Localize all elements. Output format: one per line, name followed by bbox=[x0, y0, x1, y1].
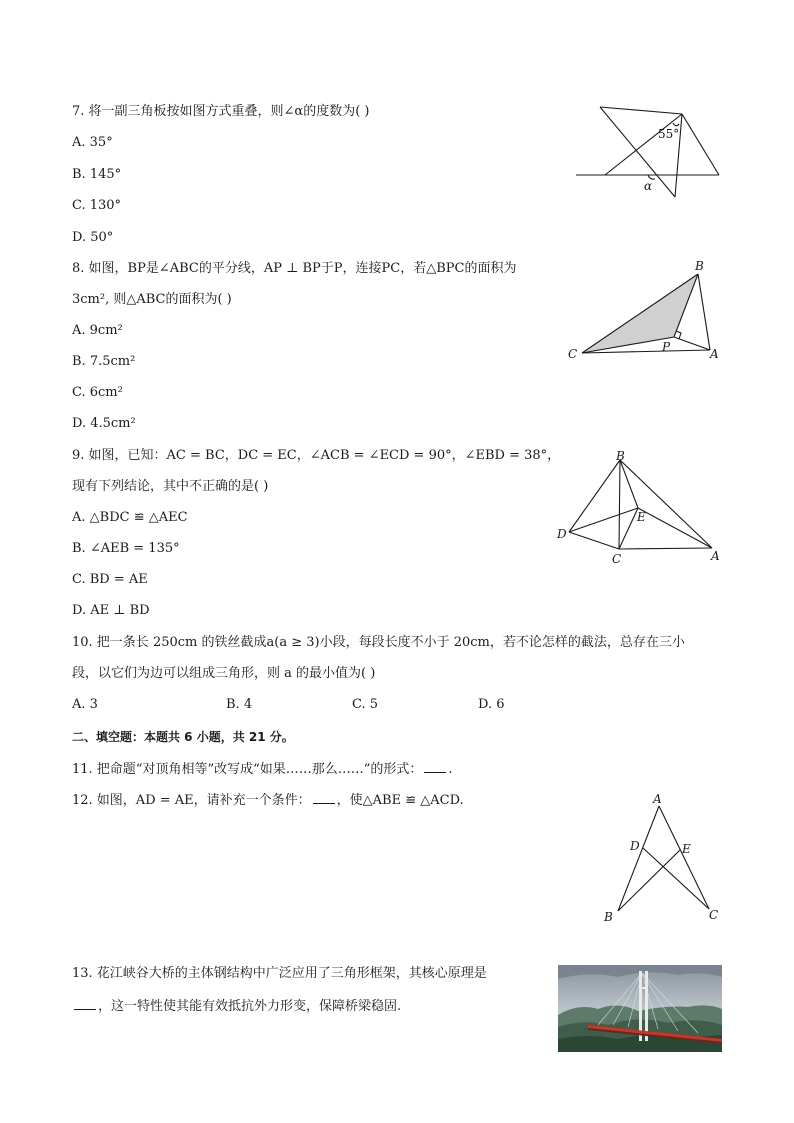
q9-option-b: B. ∠AEB = 135° bbox=[72, 541, 180, 556]
q11-stem-suffix: . bbox=[448, 762, 453, 777]
q8-option-d: D. 4.5cm² bbox=[72, 416, 136, 431]
q12-segment-dc bbox=[643, 848, 709, 909]
q8-option-b: B. 7.5cm² bbox=[72, 354, 136, 369]
q12-label-c: C bbox=[709, 908, 719, 922]
section-2-heading: 二、填空题：本题共 6 小题，共 21 分。 bbox=[72, 730, 294, 744]
q7-slant-edge bbox=[600, 107, 675, 197]
q7-option-d: D. 50° bbox=[72, 230, 114, 245]
q7-option-c: C. 130° bbox=[72, 198, 122, 213]
q7-option-b: B. 145° bbox=[72, 167, 122, 182]
q9-option-a: A. △BDC ≌ △AEC bbox=[72, 510, 188, 525]
q7-inner-edge bbox=[605, 114, 682, 175]
q9-stem-line2: 现有下列结论，其中不正确的是( ) bbox=[72, 479, 269, 494]
q7-angle-arc bbox=[673, 123, 679, 126]
q12-figure bbox=[598, 788, 728, 924]
q12-segment-ab bbox=[618, 806, 659, 911]
q7-angle-label: 55° bbox=[658, 127, 680, 141]
q7-top-edge bbox=[600, 107, 682, 114]
q9-option-d: D. AE ⊥ BD bbox=[72, 603, 150, 618]
q11-stem-prefix: 11. 把命题“对顶角相等”改写成“如果……那么……”的形式： bbox=[72, 762, 423, 777]
q7-stem: 7. 将一副三角板按如图方式重叠，则∠α的度数为( ) bbox=[72, 104, 370, 119]
q10-stem-line2: 段，以它们为边可以组成三角形，则 a 的最小值为( ) bbox=[72, 666, 376, 681]
q9-segment-bd bbox=[569, 460, 620, 532]
q12-stem-suffix: ，使△ABE ≌ △ACD. bbox=[336, 793, 464, 808]
q7-option-a: A. 35° bbox=[72, 135, 113, 150]
q13-stem-line1: 13. 花江峡谷大桥的主体钢结构中广泛应用了三角形框架，其核心原理是 bbox=[72, 966, 487, 981]
q9-label-c: C bbox=[612, 552, 622, 566]
q8-stem-line2: 3cm², 则△ABC的面积为( ) bbox=[72, 292, 232, 307]
q12-segment-be bbox=[618, 850, 680, 911]
q13-stem-line2 bbox=[72, 997, 401, 1015]
q9-segment-ea bbox=[638, 508, 712, 548]
q7-figure bbox=[570, 100, 730, 205]
q8-option-a: A. 9cm² bbox=[72, 323, 123, 338]
q9-segment-ba bbox=[620, 460, 712, 548]
q10-option-a: A. 3 bbox=[72, 697, 98, 712]
q9-segment-dc bbox=[569, 532, 619, 549]
q13-answer-blank[interactable] bbox=[74, 997, 96, 1010]
q8-label-a: A bbox=[710, 347, 719, 361]
q10-option-b: B. 4 bbox=[226, 697, 253, 712]
q8-label-c: C bbox=[568, 347, 578, 361]
q12-stem bbox=[72, 791, 464, 809]
q10-option-d: D. 6 bbox=[478, 697, 505, 712]
q9-stem-line1: 9. 如图，已知：AC = BC，DC = EC，∠ACB = ∠ECD = 90°，∠EBD = 38°， bbox=[72, 448, 561, 463]
q9-label-e: E bbox=[637, 510, 646, 524]
q9-option-c: C. BD = AE bbox=[72, 572, 148, 587]
q9-segment-bc bbox=[619, 460, 620, 549]
q12-label-b: B bbox=[604, 910, 613, 924]
q8-segment-ba bbox=[698, 274, 710, 350]
q12-stem-prefix: 12. 如图，AD = AE，请补充一个条件： bbox=[72, 793, 311, 808]
q9-label-b: B bbox=[616, 449, 625, 463]
q8-option-c: C. 6cm² bbox=[72, 385, 123, 400]
q8-label-p: P bbox=[662, 340, 671, 354]
q12-answer-blank[interactable] bbox=[313, 791, 335, 804]
q13-bridge-photo bbox=[558, 965, 722, 1052]
q12-label-d: D bbox=[630, 839, 640, 853]
q8-segment-ca bbox=[582, 350, 710, 353]
q11-stem bbox=[72, 760, 453, 778]
q9-segment-de bbox=[569, 508, 638, 532]
q8-label-b: B bbox=[695, 259, 704, 273]
q12-label-a: A bbox=[653, 792, 662, 806]
q9-segment-ca bbox=[619, 548, 712, 549]
q9-figure bbox=[555, 446, 725, 568]
q9-label-a: A bbox=[711, 549, 720, 563]
q7-alpha-label: α bbox=[644, 179, 653, 193]
q8-figure bbox=[560, 256, 730, 366]
q13-stem-suffix: ，这一特性使其能有效抵抗外力形变，保障桥梁稳固. bbox=[98, 999, 402, 1014]
q8-stem-line1: 8. 如图，BP是∠ABC的平分线，AP ⊥ BP于P，连接PC，若△BPC的面积为 bbox=[72, 261, 517, 276]
q10-stem-line1: 10. 把一条长 250cm 的铁丝截成a(a ≥ 3)小段，每段长度不小于 20cm，若不论怎样的截法，总存在三小 bbox=[72, 635, 685, 650]
q9-segment-be bbox=[620, 460, 638, 508]
q10-option-c: C. 5 bbox=[352, 697, 379, 712]
q9-label-d: D bbox=[557, 527, 567, 541]
q11-answer-blank[interactable] bbox=[424, 760, 446, 773]
q7-right-edge bbox=[682, 114, 719, 175]
q12-label-e: E bbox=[682, 842, 691, 856]
q12-segment-ac bbox=[659, 806, 709, 909]
